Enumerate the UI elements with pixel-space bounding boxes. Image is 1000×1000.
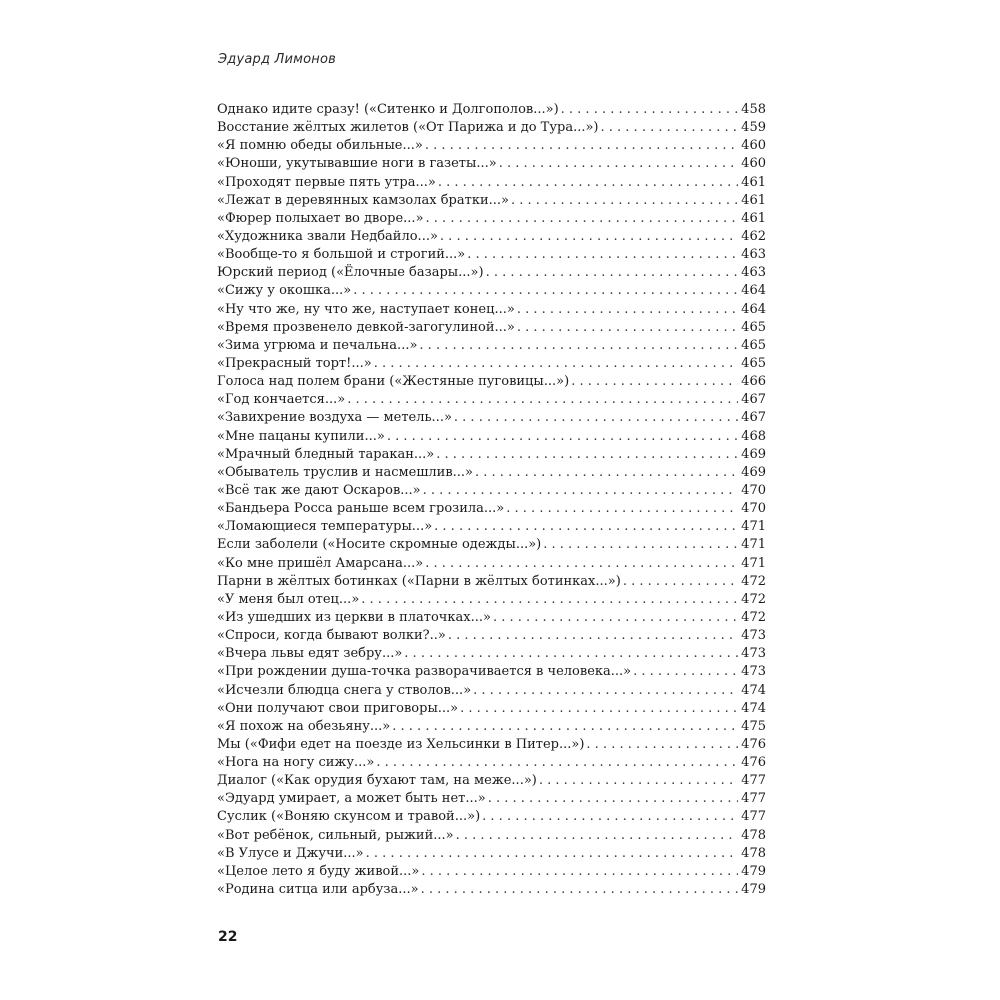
- toc-entry-page: 470: [741, 501, 766, 517]
- toc-entry-page: 465: [741, 337, 766, 353]
- toc-entry: [217, 555, 766, 573]
- toc-entry-title: «Сижу у окошка...»: [217, 283, 352, 299]
- toc-leader-dots: [454, 409, 738, 427]
- toc-entry-page: 476: [741, 736, 766, 752]
- toc-leader-dots: [633, 663, 738, 681]
- toc-entry-page: 469: [741, 464, 766, 480]
- toc-entry: [217, 137, 766, 155]
- toc-entry-title: «Завихрение воздуха — метель...»: [217, 410, 452, 426]
- toc-entry-title: «Они получают свои приговоры...»: [217, 700, 459, 716]
- toc-entry: [217, 700, 766, 718]
- toc-entry: [217, 881, 766, 899]
- toc-leader-dots: [543, 536, 738, 554]
- toc-entry-title: «Целое лето я буду живой...»: [217, 863, 420, 879]
- toc-leader-dots: [347, 391, 738, 409]
- toc-entry: [217, 319, 766, 337]
- toc-entry-title: «Лежат в деревянных камзолах братки...»: [217, 192, 509, 208]
- toc-entry-title: «Год кончается...»: [217, 392, 346, 408]
- toc-leader-dots: [586, 736, 738, 754]
- toc-entry-page: 464: [741, 283, 766, 299]
- toc-entry: [217, 573, 766, 591]
- toc-entry: [217, 827, 766, 845]
- toc-entry-page: 474: [741, 700, 766, 716]
- toc-entry-page: 479: [741, 882, 766, 898]
- toc-entry: [217, 246, 766, 264]
- toc-entry: [217, 718, 766, 736]
- toc-entry-title: «Спроси, когда бывают волки?..»: [217, 628, 446, 644]
- toc-entry-title: Диалог («Как орудия бухают там, на меже...»): [217, 773, 537, 789]
- toc-leader-dots: [421, 881, 738, 899]
- toc-entry-title: «Эдуард умирает, а может быть нет...»: [217, 791, 486, 807]
- toc-entry-title: «Прекрасный торт!...»: [217, 355, 372, 371]
- toc-entry: [217, 428, 766, 446]
- toc-entry-page: 478: [741, 827, 766, 843]
- toc-entry: [217, 373, 766, 391]
- toc-entry: [217, 518, 766, 536]
- toc-entry-page: 470: [741, 482, 766, 498]
- toc-entry-page: 479: [741, 863, 766, 879]
- toc-leader-dots: [421, 863, 738, 881]
- toc-entry: [217, 536, 766, 554]
- toc-entry: [217, 355, 766, 373]
- toc-leader-dots: [571, 373, 738, 391]
- toc-leader-dots: [438, 174, 738, 192]
- toc-entry-page: 473: [741, 628, 766, 644]
- toc-entry-page: 473: [741, 646, 766, 662]
- toc-entry-page: 471: [741, 519, 766, 535]
- toc-entry: [217, 119, 766, 137]
- toc-leader-dots: [425, 555, 738, 573]
- toc-leader-dots: [517, 301, 738, 319]
- toc-entry-title: «В Улусе и Джучи...»: [217, 845, 364, 861]
- toc-entry-title: «Исчезли блюдца снега у стволов...»: [217, 682, 472, 698]
- toc-leader-dots: [475, 464, 738, 482]
- toc-entry-page: 469: [741, 446, 766, 462]
- toc-leader-dots: [601, 119, 739, 137]
- toc-entry-title: «Зима угрюма и печальна...»: [217, 337, 418, 353]
- toc-leader-dots: [448, 627, 738, 645]
- toc-leader-dots: [517, 319, 738, 337]
- toc-entry: [217, 754, 766, 772]
- toc-entry-title: «Мне пацаны купили...»: [217, 428, 385, 444]
- toc-entry: [217, 645, 766, 663]
- toc-entry-page: 465: [741, 319, 766, 335]
- toc-entry-page: 461: [741, 210, 766, 226]
- toc-entry: [217, 337, 766, 355]
- toc-entry-page: 466: [741, 374, 766, 390]
- toc-entry-page: 459: [741, 120, 766, 136]
- running-head: Эдуард Лимонов: [218, 52, 336, 67]
- toc-entry-title: Голоса над полем брани («Жестяные пуговицы...»): [217, 374, 570, 390]
- toc-entry-page: 467: [741, 410, 766, 426]
- toc-entry-page: 460: [741, 138, 766, 154]
- toc-leader-dots: [353, 282, 738, 300]
- toc-leader-dots: [361, 591, 738, 609]
- toc-leader-dots: [539, 772, 738, 790]
- toc-entry-page: 476: [741, 755, 766, 771]
- toc-entry: [217, 482, 766, 500]
- toc-leader-dots: [425, 137, 738, 155]
- toc-entry-title: Однако идите сразу! («Ситенко и Долгополов...»): [217, 102, 559, 117]
- toc-entry: [217, 772, 766, 790]
- toc-entry-title: «Ко мне пришёл Амарсана...»: [217, 555, 424, 571]
- toc-entry-page: 472: [741, 591, 766, 607]
- toc-entry: [217, 210, 766, 228]
- toc-entry-title: «У меня был отец...»: [217, 591, 360, 607]
- toc-entry: [217, 627, 766, 645]
- toc-entry-title: «При рождении душа-точка разворачивается в человека...»: [217, 664, 632, 680]
- toc-leader-dots: [434, 518, 738, 536]
- toc-entry-page: 460: [741, 156, 766, 172]
- toc-entry-title: «Бандьера Росса раньше всем грозила...»: [217, 501, 505, 517]
- toc-leader-dots: [473, 682, 738, 700]
- toc-entry-page: 473: [741, 664, 766, 680]
- toc-entry: [217, 174, 766, 192]
- toc-entry-title: «Юноши, укутывавшие ноги в газеты...»: [217, 156, 497, 172]
- toc-entry-title: «Я похож на обезьяну...»: [217, 718, 391, 734]
- toc-entry-title: «Художника звали Недбайло...»: [217, 228, 438, 244]
- toc-entry-title: Если заболели («Носите скромные одежды...»): [217, 537, 542, 553]
- toc-entry-title: «Вот ребёнок, сильный, рыжий...»: [217, 827, 454, 843]
- toc-entry-page: 471: [741, 555, 766, 571]
- toc-leader-dots: [456, 827, 738, 845]
- toc-entry: [217, 845, 766, 863]
- page-number: 22: [218, 929, 238, 945]
- toc-leader-dots: [436, 446, 738, 464]
- toc-entry-page: 458: [741, 102, 766, 117]
- toc-entry-title: «Обыватель труслив и насмешлив...»: [217, 464, 474, 480]
- table-of-contents: [217, 101, 766, 899]
- toc-entry: [217, 409, 766, 427]
- toc-leader-dots: [493, 609, 738, 627]
- toc-entry-title: «Вчера львы едят зебру...»: [217, 646, 403, 662]
- toc-entry-page: 468: [741, 428, 766, 444]
- toc-entry: [217, 464, 766, 482]
- toc-entry-page: 463: [741, 265, 766, 281]
- toc-entry: [217, 500, 766, 518]
- toc-leader-dots: [561, 101, 738, 119]
- toc-entry-page: 461: [741, 192, 766, 208]
- toc-leader-dots: [506, 500, 738, 518]
- toc-entry-title: «Я помню обеды обильные...»: [217, 138, 423, 154]
- toc-entry-title: «Нога на ногу сижу...»: [217, 755, 375, 771]
- toc-leader-dots: [467, 246, 738, 264]
- toc-leader-dots: [460, 700, 738, 718]
- toc-entry-title: «Мрачный бледный таракан...»: [217, 446, 435, 462]
- toc-entry-title: «Родина ситца или арбуза...»: [217, 882, 419, 898]
- toc-leader-dots: [511, 192, 738, 210]
- toc-entry: [217, 609, 766, 627]
- toc-leader-dots: [440, 228, 738, 246]
- toc-leader-dots: [488, 790, 738, 808]
- toc-entry: [217, 863, 766, 881]
- toc-entry-title: «Время прозвенело девкой-загогулиной...»: [217, 319, 515, 335]
- toc-leader-dots: [499, 155, 738, 173]
- toc-entry-page: 463: [741, 247, 766, 263]
- toc-entry-page: 464: [741, 301, 766, 317]
- toc-entry-title: «Вообще-то я большой и строгий...»: [217, 247, 466, 263]
- toc-entry-title: «Ломающиеся температуры...»: [217, 519, 433, 535]
- toc-entry-title: «Проходят первые пять утра...»: [217, 174, 436, 190]
- toc-entry-page: 477: [741, 773, 766, 789]
- toc-leader-dots: [623, 573, 738, 591]
- toc-entry: [217, 228, 766, 246]
- toc-entry: [217, 663, 766, 681]
- toc-entry-page: 465: [741, 355, 766, 371]
- toc-entry: [217, 790, 766, 808]
- toc-entry: [217, 391, 766, 409]
- toc-leader-dots: [482, 808, 738, 826]
- toc-entry: [217, 446, 766, 464]
- toc-leader-dots: [387, 428, 738, 446]
- toc-leader-dots: [423, 482, 738, 500]
- toc-entry: [217, 264, 766, 282]
- toc-entry-page: 461: [741, 174, 766, 190]
- toc-entry: [217, 101, 766, 119]
- toc-entry: [217, 736, 766, 754]
- toc-entry-title: «Всё так же дают Оскаров...»: [217, 482, 421, 498]
- toc-leader-dots: [392, 718, 738, 736]
- toc-entry-page: 467: [741, 392, 766, 408]
- toc-entry: [217, 682, 766, 700]
- toc-entry-title: Суслик («Воняю скунсом и травой...»): [217, 809, 481, 825]
- toc-leader-dots: [366, 845, 738, 863]
- toc-entry-page: 462: [741, 228, 766, 244]
- toc-leader-dots: [374, 355, 738, 373]
- toc-entry-page: 471: [741, 537, 766, 553]
- toc-entry-page: 472: [741, 573, 766, 589]
- toc-entry-title: «Ну что же, ну что же, наступает конец...»: [217, 301, 515, 317]
- toc-entry-page: 477: [741, 809, 766, 825]
- toc-entry-page: 472: [741, 609, 766, 625]
- toc-leader-dots: [486, 264, 738, 282]
- toc-entry: [217, 301, 766, 319]
- toc-entry-page: 477: [741, 791, 766, 807]
- toc-entry: [217, 808, 766, 826]
- toc-leader-dots: [419, 337, 738, 355]
- toc-entry-title: «Из ушедших из церкви в платочках...»: [217, 609, 491, 625]
- toc-entry: [217, 282, 766, 300]
- toc-leader-dots: [376, 754, 738, 772]
- toc-leader-dots: [426, 210, 738, 228]
- toc-entry-title: Восстание жёлтых жилетов («От Парижа и до Тура...»): [217, 120, 599, 136]
- toc-entry: [217, 591, 766, 609]
- toc-entry-title: «Фюрер полыхает во дворе...»: [217, 210, 424, 226]
- toc-entry-page: 474: [741, 682, 766, 698]
- toc-entry-title: Парни в жёлтых ботинках («Парни в жёлтых ботинках...»): [217, 573, 621, 589]
- toc-entry-title: Юрский период («Ёлочные базары...»): [217, 265, 484, 281]
- toc-entry-title: Мы («Фифи едет на поезде из Хельсинки в Питер...»): [217, 736, 585, 752]
- toc-entry-page: 475: [741, 718, 766, 734]
- toc-entry: [217, 192, 766, 210]
- toc-entry: [217, 155, 766, 173]
- toc-entry-page: 478: [741, 845, 766, 861]
- toc-leader-dots: [404, 645, 738, 663]
